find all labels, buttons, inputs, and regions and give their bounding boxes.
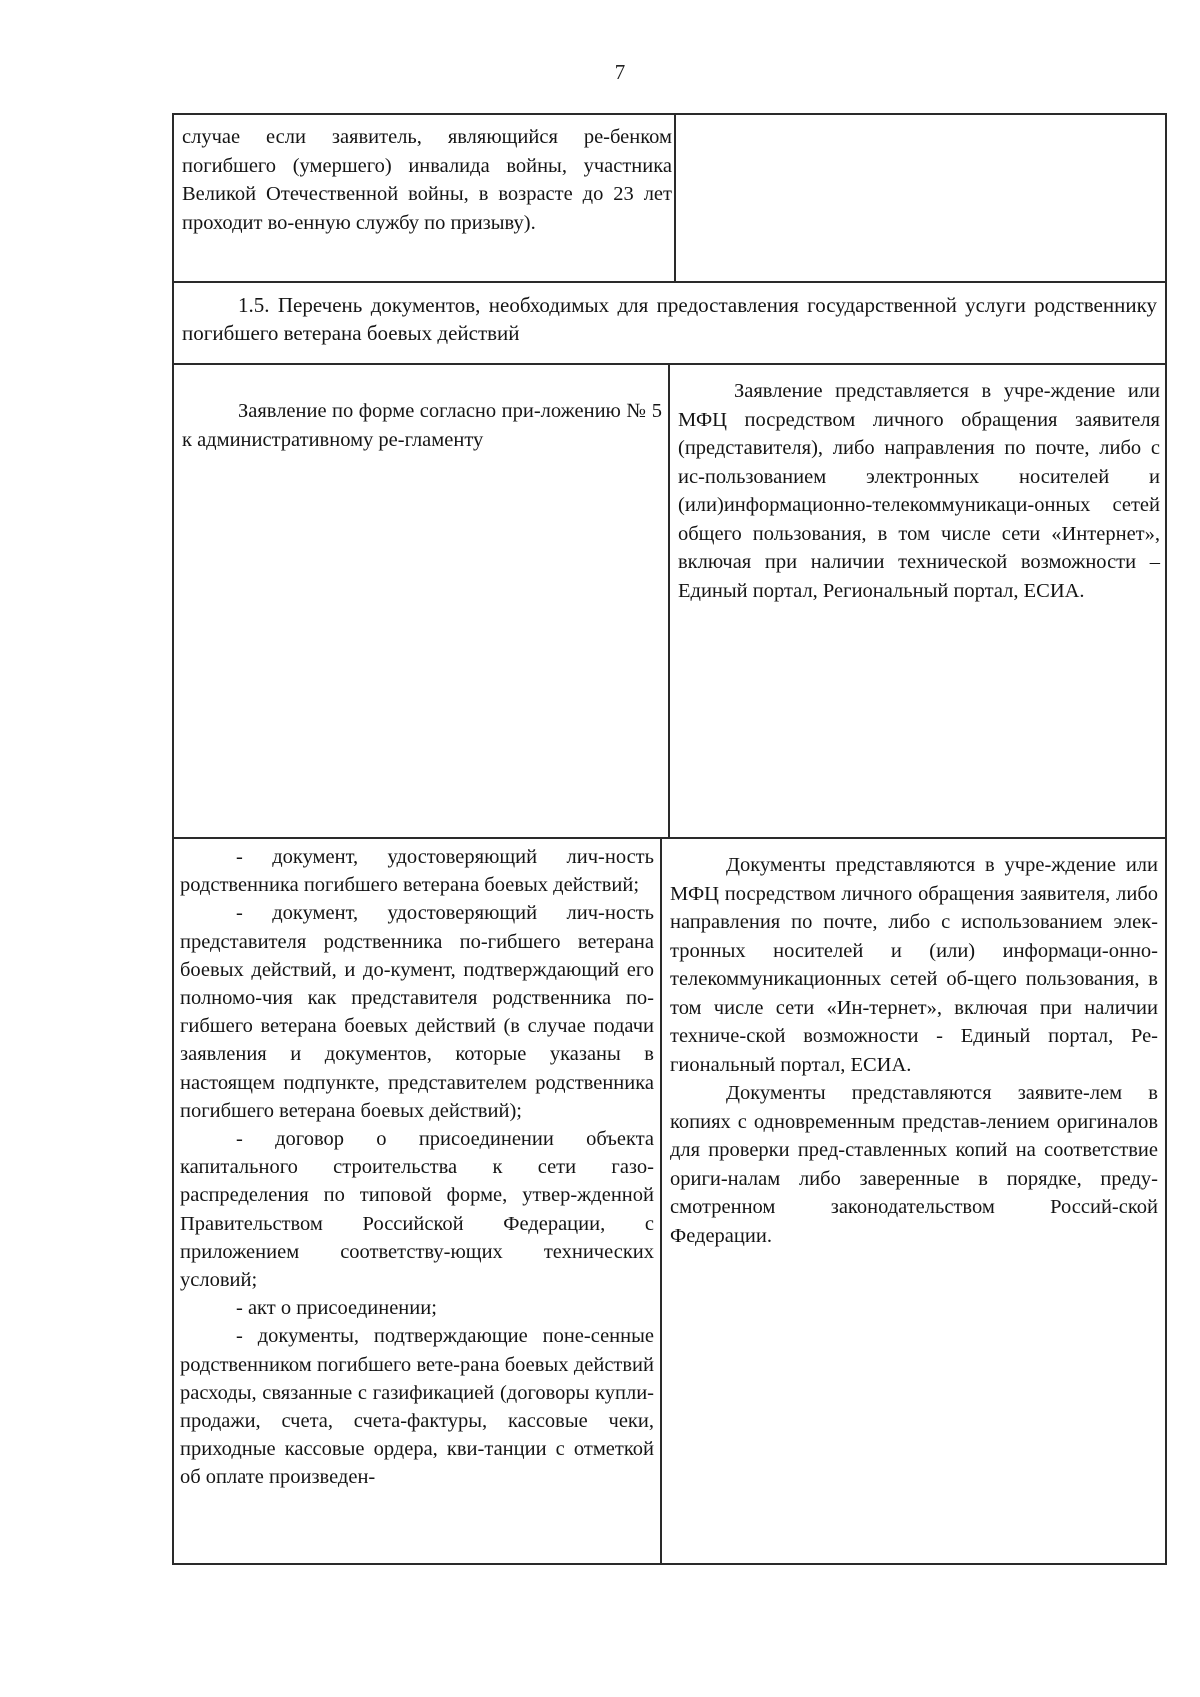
section-heading-cell	[182, 291, 1157, 347]
application-row-divider	[668, 363, 670, 837]
page-number: 7	[614, 60, 626, 84]
document-item: - акт о присоединении;	[236, 1297, 437, 1320]
application-left-cell	[182, 397, 662, 454]
document-item: - документ, удостоверяющий лич-ность представителя родственника по-гибшего ветерана боевых действий, и до-кумент, подтверждающий его полномо-чия как представителя родственника по-гибшего ветерана боевых действий (в случае подачи заявления и документов, которые указаны в настоящем подпункте, представителем родственника погибшего ветерана боевых действий);	[180, 902, 654, 1122]
documents-submission-text: Документы представляются в учре-ждение или МФЦ посредством личного обращения заявителя, либо направления по почте, либо с использованием элек-тронных носителей и (или) информаци-онно-телекоммуникационных сетей об-щего пользования, в том числе сети «Ин-тернет», включая при наличии техниче-ской возможности - Единый портал, Ре-гиональный портал, ЕСИА.	[670, 854, 1158, 1076]
documents-row-divider	[660, 837, 662, 1565]
documents-left-cell	[180, 843, 654, 1492]
documents-copies-text: Документы представляются заявите-лем в копиях с одновременным представ-лением оригиналов для проверки пред-ставленных копий на соответствие ориги-налам либо заверенные в порядке, преду-смотренном законодательством Россий-ской Федерации.	[670, 1082, 1158, 1247]
document-item: - документ, удостоверяющий лич-ность родственника погибшего ветерана боевых действий;	[180, 846, 654, 897]
top-row-divider	[674, 115, 676, 281]
top-row-left-text: случае если заявитель, являющийся ре-бенком погибшего (умершего) инвалида войны, участника Великой Отечественной войны, в возрасте до 23 лет проходит во-енную службу по призыву).	[182, 126, 672, 234]
row-separator-1	[174, 281, 1165, 283]
documents-right-cell	[670, 851, 1158, 1250]
document-item: - договор о присоединении объекта капитального строительства к сети газо-распределения по типовой форме, утвер-жденной Правительством Российской Федерации, с приложением соответству-ющих технических условий;	[180, 1128, 654, 1292]
application-form-text: Заявление по форме согласно при-ложению № 5 к административному ре-гламенту	[182, 400, 662, 451]
document-table	[172, 113, 1167, 1565]
top-row-left-cell	[182, 123, 672, 237]
row-separator-3	[174, 837, 1165, 839]
document-item: - документы, подтверждающие поне-сенные родственником погибшего вете-рана боевых действий расходы, связанные с газификацией (договоры купли-продажи, счета, счета-фактуры, кассовые чеки, приходные кассовые ордера, кви-танции с отметкой об оплате произведен-	[180, 1325, 654, 1489]
section-heading: 1.5. Перечень документов, необходимых для предоставления государственной услуги родственнику погибшего ветерана боевых действий	[182, 293, 1157, 345]
application-right-cell	[678, 377, 1160, 605]
application-submission-text: Заявление представляется в учре-ждение или МФЦ посредством личного обращения заявителя (представителя), либо направления по почте, либо с ис-пользованием электронных носителей и (или)информационно-телекоммуникаци-онных сетей общего пользования, в том числе сети «Интернет», включая при наличии технической возможности – Единый портал, Региональный портал, ЕСИА.	[678, 380, 1160, 602]
